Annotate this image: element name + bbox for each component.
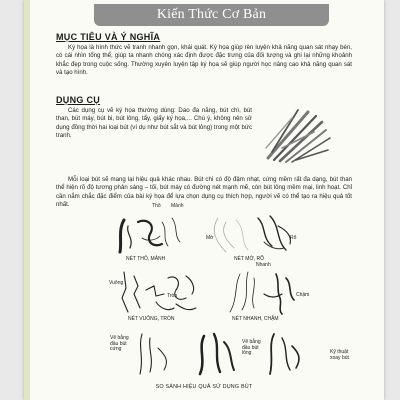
section-heading-goals: MỤC TIÊU VÀ Ý NGHĨA xyxy=(56,32,161,42)
book-page xyxy=(24,0,384,400)
label-faint: Mờ xyxy=(206,235,214,241)
goals-paragraph: Ký họa là hình thức vẽ tranh nhanh gọn, khái quát. Ký họa giúp rèn luyện khả năng quan sát nhạy bén, có cái nhìn tổng thể, giúp ta nhanh chóng xác định được đặc trưng của đối tượng và ghi lại những khoảnh khắc đẹp trong cuộc sống. Thường xuyên luyện tập ký họa sẽ giúp người học nâng cao khả năng quan sát và tạo hình. xyxy=(56,44,352,77)
tools-paragraph: Các dụng cụ vẽ ký họa thường dùng: Dao đa năng, bút chì, bút than, bút máy, bút bi, bút lông, tẩy, giấy ký họa,... Chú ý, không nên sử dụng đồng thời hai loại bút (ví dụ như bút sắt và bút lông) trong một bức tranh. xyxy=(56,107,252,140)
label-thin: Mảnh xyxy=(171,203,184,209)
section-heading-tools: DỤNG CỤ xyxy=(56,95,101,105)
sketch-thick-thin-lines xyxy=(116,208,191,256)
chapter-header xyxy=(94,4,329,26)
chapter-title: Kiến Thức Cơ Bản xyxy=(156,7,267,22)
pen-effects-paragraph: Mỗi loại bút sẽ mang lại hiệu quả khác nhau. Bút chì có độ đậm nhạt, cứng mềm rất đa dạng, bút than thể hiện rõ độ tương phản sáng – tối, bút máy có đường nét mạnh mẽ, còn bút lông mềm mại, linh hoạt. Chỉ cần nắm chắc đặc điểm của bài ký họa để lựa chọn dụng cụ thích hợp, người vẽ có thể tạo ra hiệu quả tốt nhất. xyxy=(56,176,352,209)
page-edge xyxy=(24,0,30,400)
label-clear: Rõ xyxy=(290,235,297,241)
label-round: Tròn xyxy=(167,293,178,299)
sketch-brush-comparison xyxy=(134,328,324,378)
caption-square-round: NÉT VUÔNG, TRÒN xyxy=(128,316,175,322)
caption-faint-clear: NÉT MỜ, RÕ xyxy=(234,256,265,262)
label-thick: Thô xyxy=(152,203,161,209)
caption-fast-slow: NÉT NHANH, CHẬM xyxy=(232,316,279,322)
label-swirl-brush: Kỹ thuật xoay bút xyxy=(330,349,349,361)
label-square: Vuông xyxy=(109,280,124,286)
label-fast: Nhanh xyxy=(256,262,271,268)
label-hard-brush: Vẽ bằng đầu bút cứng xyxy=(110,335,129,353)
figure-caption: SO SÁNH HIỆU QUẢ SỬ DỤNG BÚT xyxy=(155,384,253,390)
sketch-faint-clear-lines xyxy=(206,212,316,258)
label-slow: Chậm xyxy=(296,292,310,298)
label-soft-brush: Vẽ bằng đầu bút lông xyxy=(242,339,261,357)
sketch-square-round-lines xyxy=(116,268,202,318)
drawing-tools-illustration xyxy=(262,108,332,164)
caption-thick-thin: NÉT THÔ, MẢNH xyxy=(126,256,166,262)
